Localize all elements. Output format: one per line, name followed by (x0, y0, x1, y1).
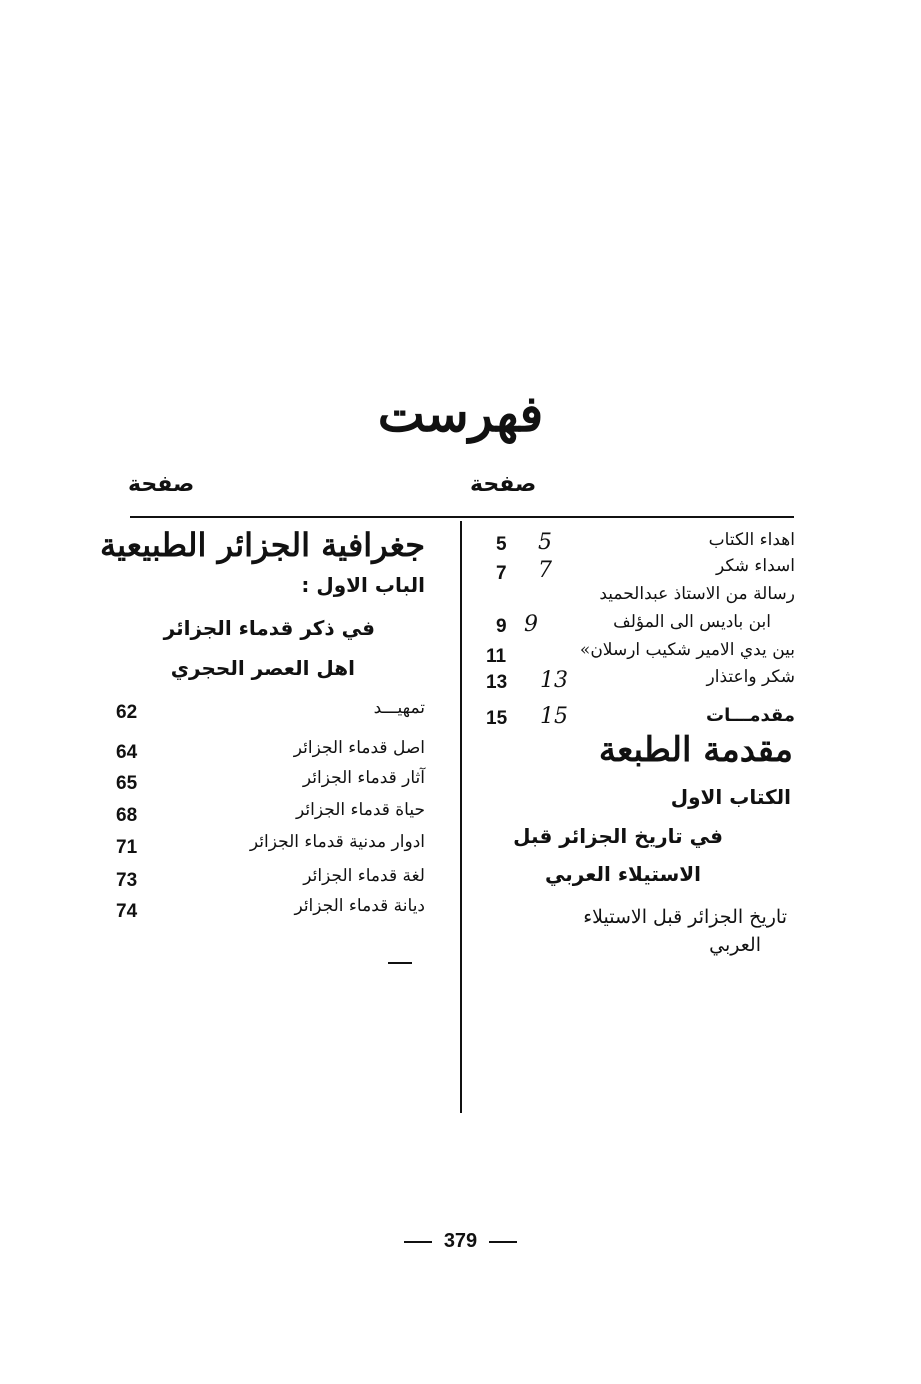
column-divider (460, 521, 462, 1113)
chapter-subheading: في ذكر قدماء الجزائر (163, 616, 375, 640)
toc-entry-label: اصل قدماء الجزائر (293, 738, 425, 758)
end-dash (388, 962, 412, 964)
toc-entry-page: 62 (116, 702, 138, 723)
book-subheading: الاستيلاء العربي (545, 862, 701, 886)
handwritten-page-note: 13 (540, 668, 568, 693)
toc-entry-page: 15 (486, 708, 508, 729)
header-divider (130, 516, 794, 518)
toc-entry-page: 71 (116, 837, 138, 858)
toc-entry-page: 13 (486, 672, 508, 693)
handwritten-page-note: 9 (524, 612, 538, 637)
page-footer (0, 1230, 921, 1253)
toc-entry-label: لغة قدماء الجزائر (303, 866, 425, 886)
chapter-heading: الباب الاول : (301, 573, 425, 597)
toc-entry-label: اهداء الكتاب (708, 530, 795, 550)
toc-entry-page: 73 (116, 870, 138, 891)
toc-entry-label: آثار قدماء الجزائر (302, 768, 425, 788)
column-header-right: صفحة (470, 472, 537, 497)
section-heading: جغرافية الجزائر الطبيعية (99, 526, 425, 564)
toc-entry-label: بين يدي الامير شكيب ارسلان» (579, 640, 795, 660)
toc-entry-label: تمهيـــد (373, 698, 425, 718)
column-header-left: صفحة (128, 472, 195, 497)
toc-entry-page: 9 (496, 616, 507, 637)
toc-entry-label: ادوار مدنية قدماء الجزائر (249, 832, 425, 852)
handwritten-page-note: 5 (538, 530, 552, 555)
toc-entry-label: رسالة من الاستاذ عبدالحميد (599, 584, 795, 604)
toc-entry-label: ابن باديس الى المؤلف (613, 612, 771, 632)
page-title: فهرست (377, 384, 544, 443)
toc-entry-page: 7 (496, 563, 507, 584)
toc-entry-label: ديانة قدماء الجزائر (294, 896, 425, 916)
toc-entry-page: 68 (116, 805, 138, 826)
book-topic: العربي (709, 934, 761, 956)
toc-entry-label: حياة قدماء الجزائر (296, 800, 425, 820)
chapter-subheading: اهل العصر الحجري (170, 656, 355, 680)
footer-dash (404, 1241, 432, 1243)
toc-entry-page: 11 (486, 646, 507, 667)
footer-dash (489, 1241, 517, 1243)
book-heading: الكتاب الاول (670, 785, 791, 809)
book-topic: تاريخ الجزائر قبل الاستيلاء (583, 906, 787, 928)
book-subheading: في تاريخ الجزائر قبل (513, 824, 723, 848)
toc-entry-page: 74 (116, 901, 138, 922)
toc-entry-page: 64 (116, 742, 138, 763)
page-number: 379 (443, 1230, 478, 1252)
toc-entry-label: مقدمـــات (706, 705, 795, 726)
toc-entry-page: 5 (496, 534, 507, 555)
toc-entry-label: اسداء شكر (715, 556, 795, 576)
handwritten-page-note: 15 (540, 704, 568, 729)
toc-entry-page: 65 (116, 773, 138, 794)
section-heading: مقدمة الطبعة (598, 730, 793, 770)
handwritten-page-note: 7 (538, 558, 552, 583)
toc-entry-label: شكر واعتذار (706, 667, 795, 687)
